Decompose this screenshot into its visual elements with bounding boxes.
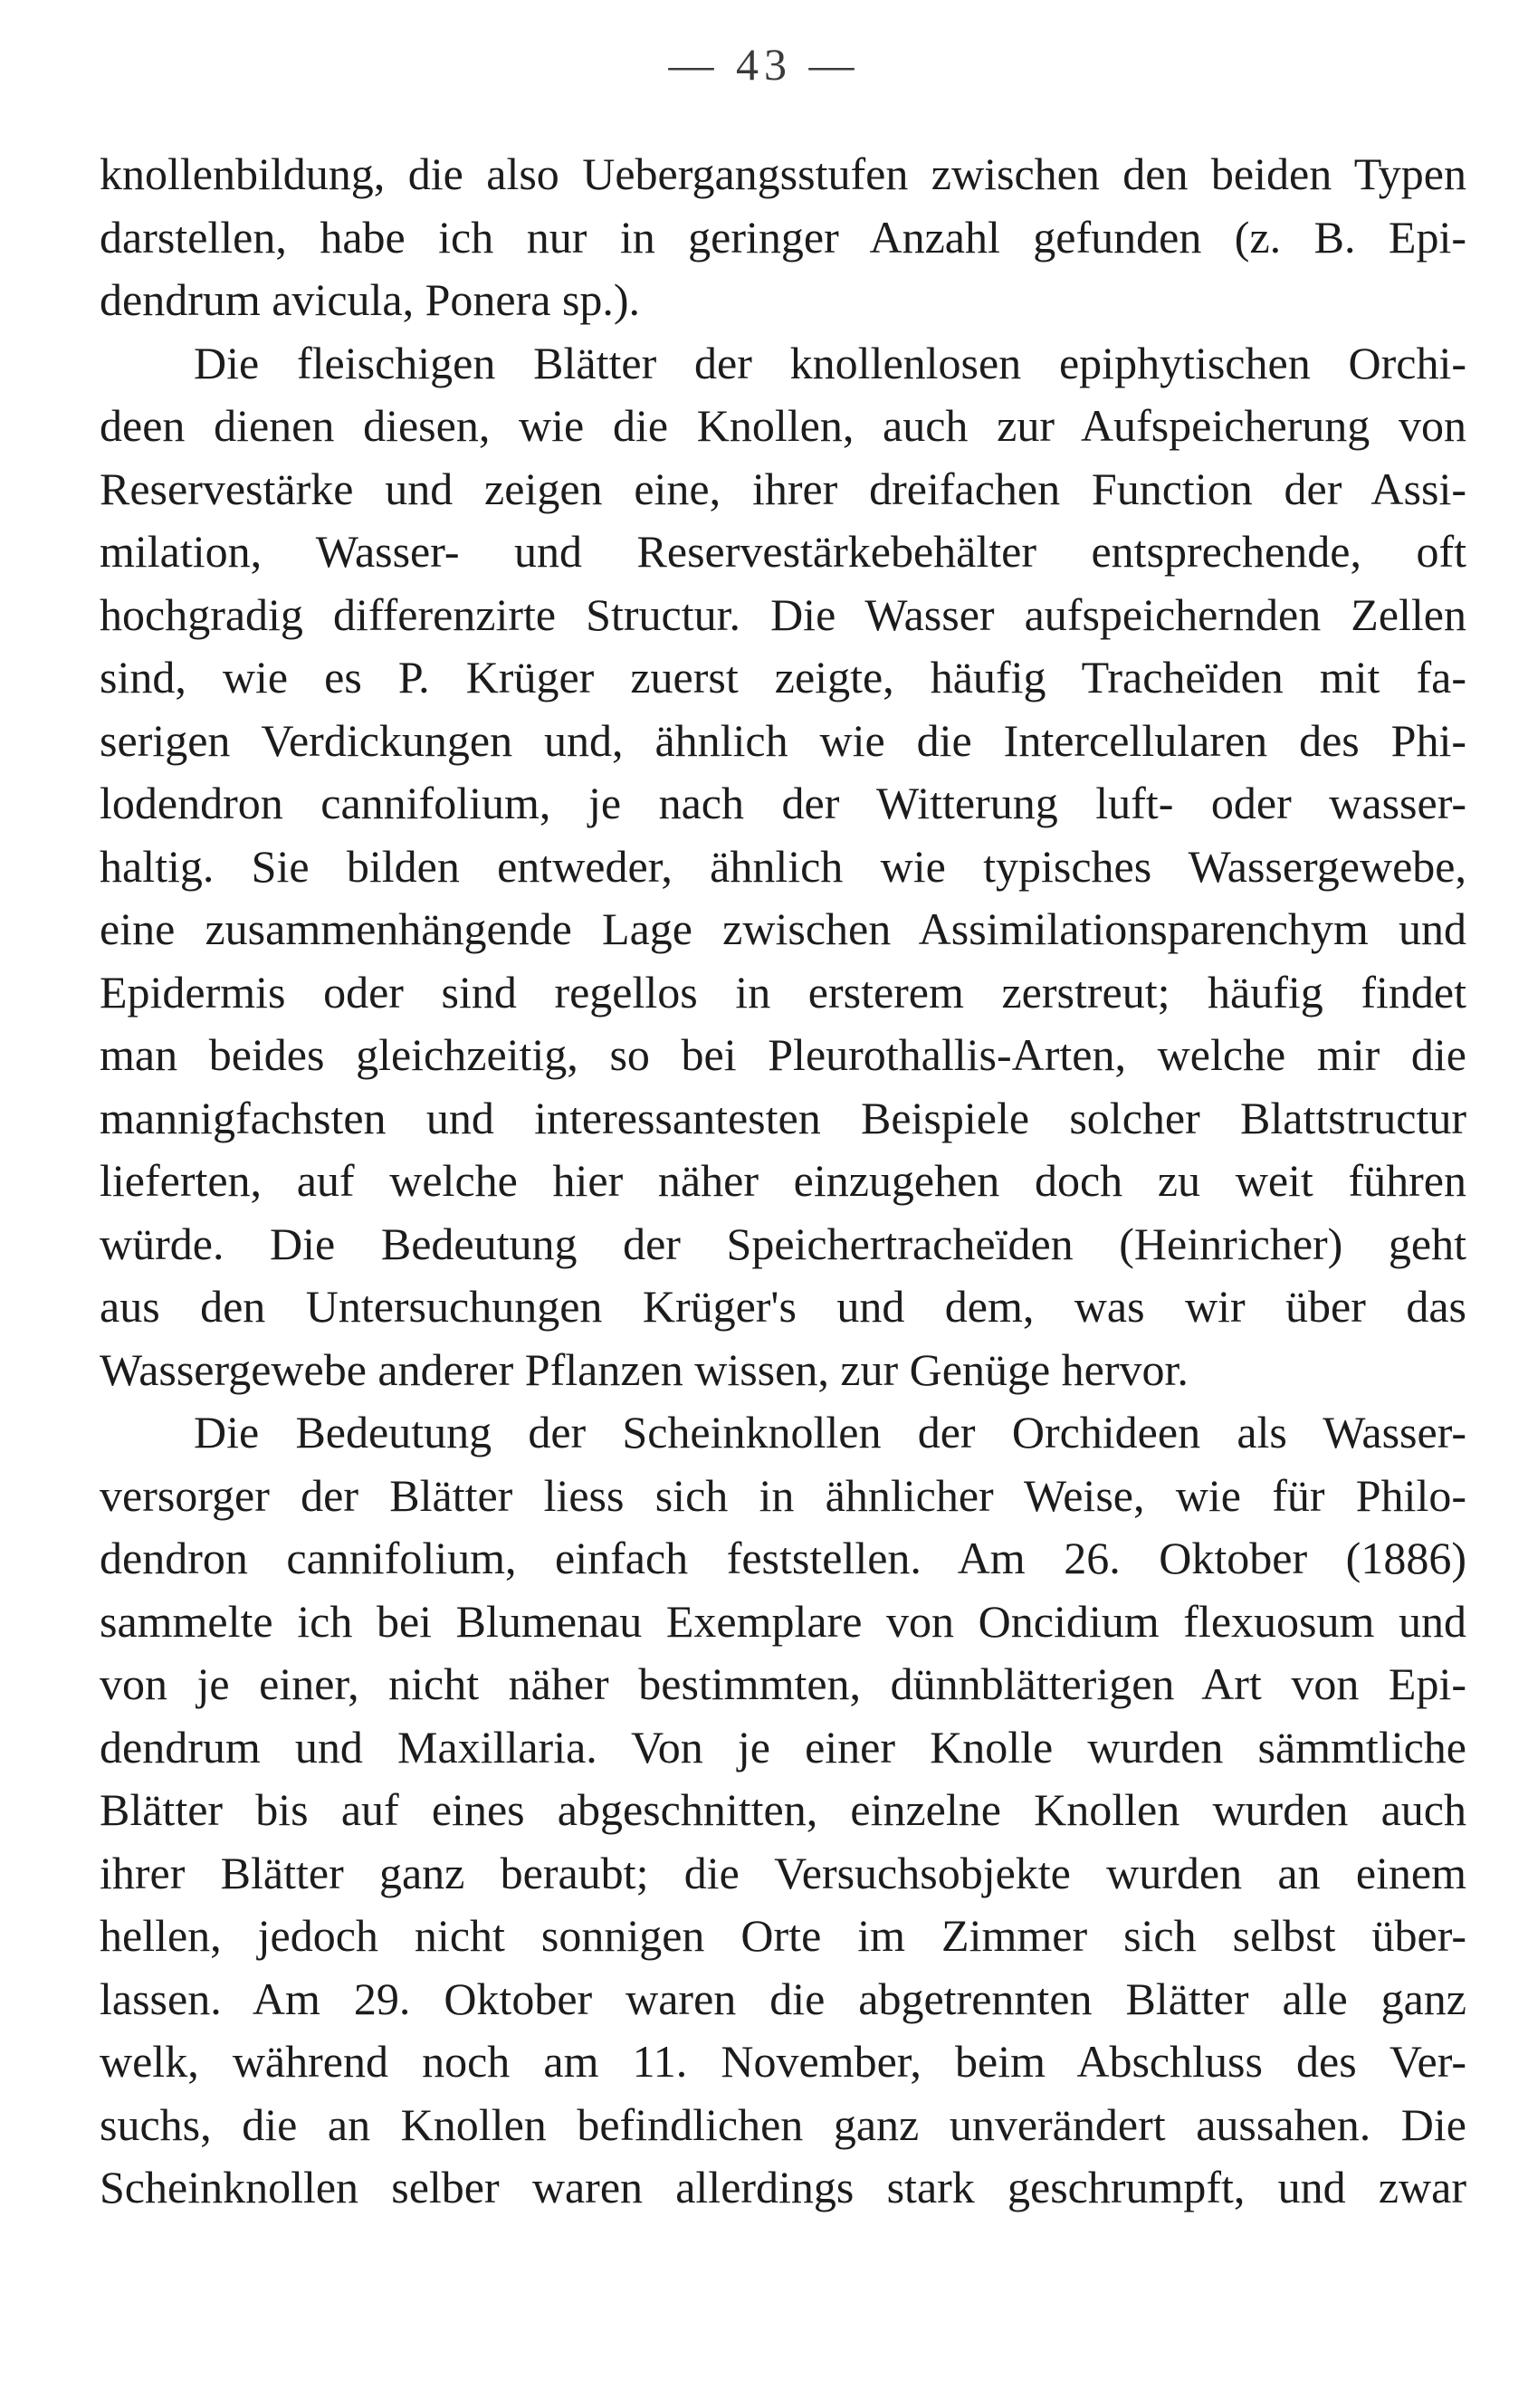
text-line: sind, wie es P. Krüger zuerst zeigte, häufig Tracheïden mit fa- <box>100 652 1466 702</box>
text-line: darstellen, habe ich nur in geringer Anzahl gefunden (z. B. Epi- <box>100 211 1466 263</box>
paragraph <box>100 1401 1466 2220</box>
text-line: lodendron cannifolium, je nach der Witterung luft- oder wasser- <box>100 778 1466 828</box>
text-line: würde. Die Bedeutung der Speichertracheïden (Heinricher) geht <box>100 1218 1466 1269</box>
text-line: hellen, jedoch nicht sonnigen Orte im Zimmer sich selbst über- <box>100 1910 1466 1961</box>
text-line: hochgradig differenzirte Structur. Die Wasser aufspeichernden Zellen <box>100 588 1466 640</box>
text-line: man beides gleichzeitig, so bei Pleurothallis-Arten, welche mir die <box>100 1029 1466 1080</box>
page-number: — 43 — <box>668 39 860 90</box>
text-line: knollenbildung, die also Uebergangsstufen zwischen den beiden Typen <box>100 148 1466 199</box>
text-line: eine zusammenhängende Lage zwischen Assimilationsparenchym und <box>100 903 1466 954</box>
text-line: Reservestärke und zeigen eine, ihrer dreifachen Function der Assi- <box>100 463 1466 514</box>
body-text <box>100 143 1466 2220</box>
text-line: sammelte ich bei Blumenau Exemplare von Oncidium flexuosum und <box>100 1595 1466 1647</box>
text-line: Epidermis oder sind regellos in ersterem zerstreut; häufig findet <box>100 966 1466 1018</box>
text-line: Wassergewebe anderer Pflanzen wissen, zur Genüge hervor. <box>100 1343 1189 1395</box>
text-line: Die Bedeutung der Scheinknollen der Orchideen als Wasser- <box>194 1407 1466 1457</box>
text-line: Die fleischigen Blätter der knollenlosen epiphytischen Orchi- <box>194 337 1466 388</box>
text-line: deen dienen diesen, wie die Knollen, auch zur Aufspeicherung von <box>100 400 1466 451</box>
text-line: haltig. Sie bilden entweder, ähnlich wie typisches Wassergewebe, <box>100 840 1466 892</box>
text-line: lieferten, auf welche hier näher einzugehen doch zu weit führen <box>100 1155 1466 1206</box>
text-line: dendrum avicula, Ponera sp.). <box>100 274 641 325</box>
text-line: milation, Wasser- und Reservestärkebehälter entsprechende, oft <box>100 526 1466 577</box>
text-line: serigen Verdickungen und, ähnlich wie die Intercellularen des Phi- <box>100 714 1466 766</box>
text-line: von je einer, nicht näher bestimmten, dünnblätterigen Art von Epi- <box>100 1658 1466 1709</box>
text-line: mannigfachsten und interessantesten Beispiele solcher Blattstructur <box>100 1092 1466 1143</box>
text-line: Blätter bis auf eines abgeschnitten, einzelne Knollen wurden auch <box>100 1784 1466 1835</box>
text-line: welk, während noch am 11. November, beim Abschluss des Ver- <box>100 2036 1466 2087</box>
text-line: lassen. Am 29. Oktober waren die abgetrennten Blätter alle ganz <box>100 1973 1466 2024</box>
text-line: dendrum und Maxillaria. Von je einer Knolle wurden sämmtliche <box>100 1721 1466 1773</box>
text-line: dendron cannifolium, einfach feststellen. Am 26. Oktober (1886) <box>100 1533 1466 1583</box>
text-line: suchs, die an Knollen befindlichen ganz unverändert aussahen. Die <box>100 2098 1466 2150</box>
text-line: ihrer Blätter ganz beraubt; die Versuchsobjekte wurden an einem <box>100 1847 1466 1898</box>
paragraph <box>100 143 1466 332</box>
text-line: versorger der Blätter liess sich in ähnlicher Weise, wie für Philo- <box>100 1469 1466 1521</box>
paragraph <box>100 332 1466 1402</box>
text-line: Scheinknollen selber waren allerdings stark geschrumpft, und zwar <box>100 2162 1466 2212</box>
text-line: aus den Untersuchungen Krüger's und dem, was wir über das <box>100 1281 1466 1332</box>
